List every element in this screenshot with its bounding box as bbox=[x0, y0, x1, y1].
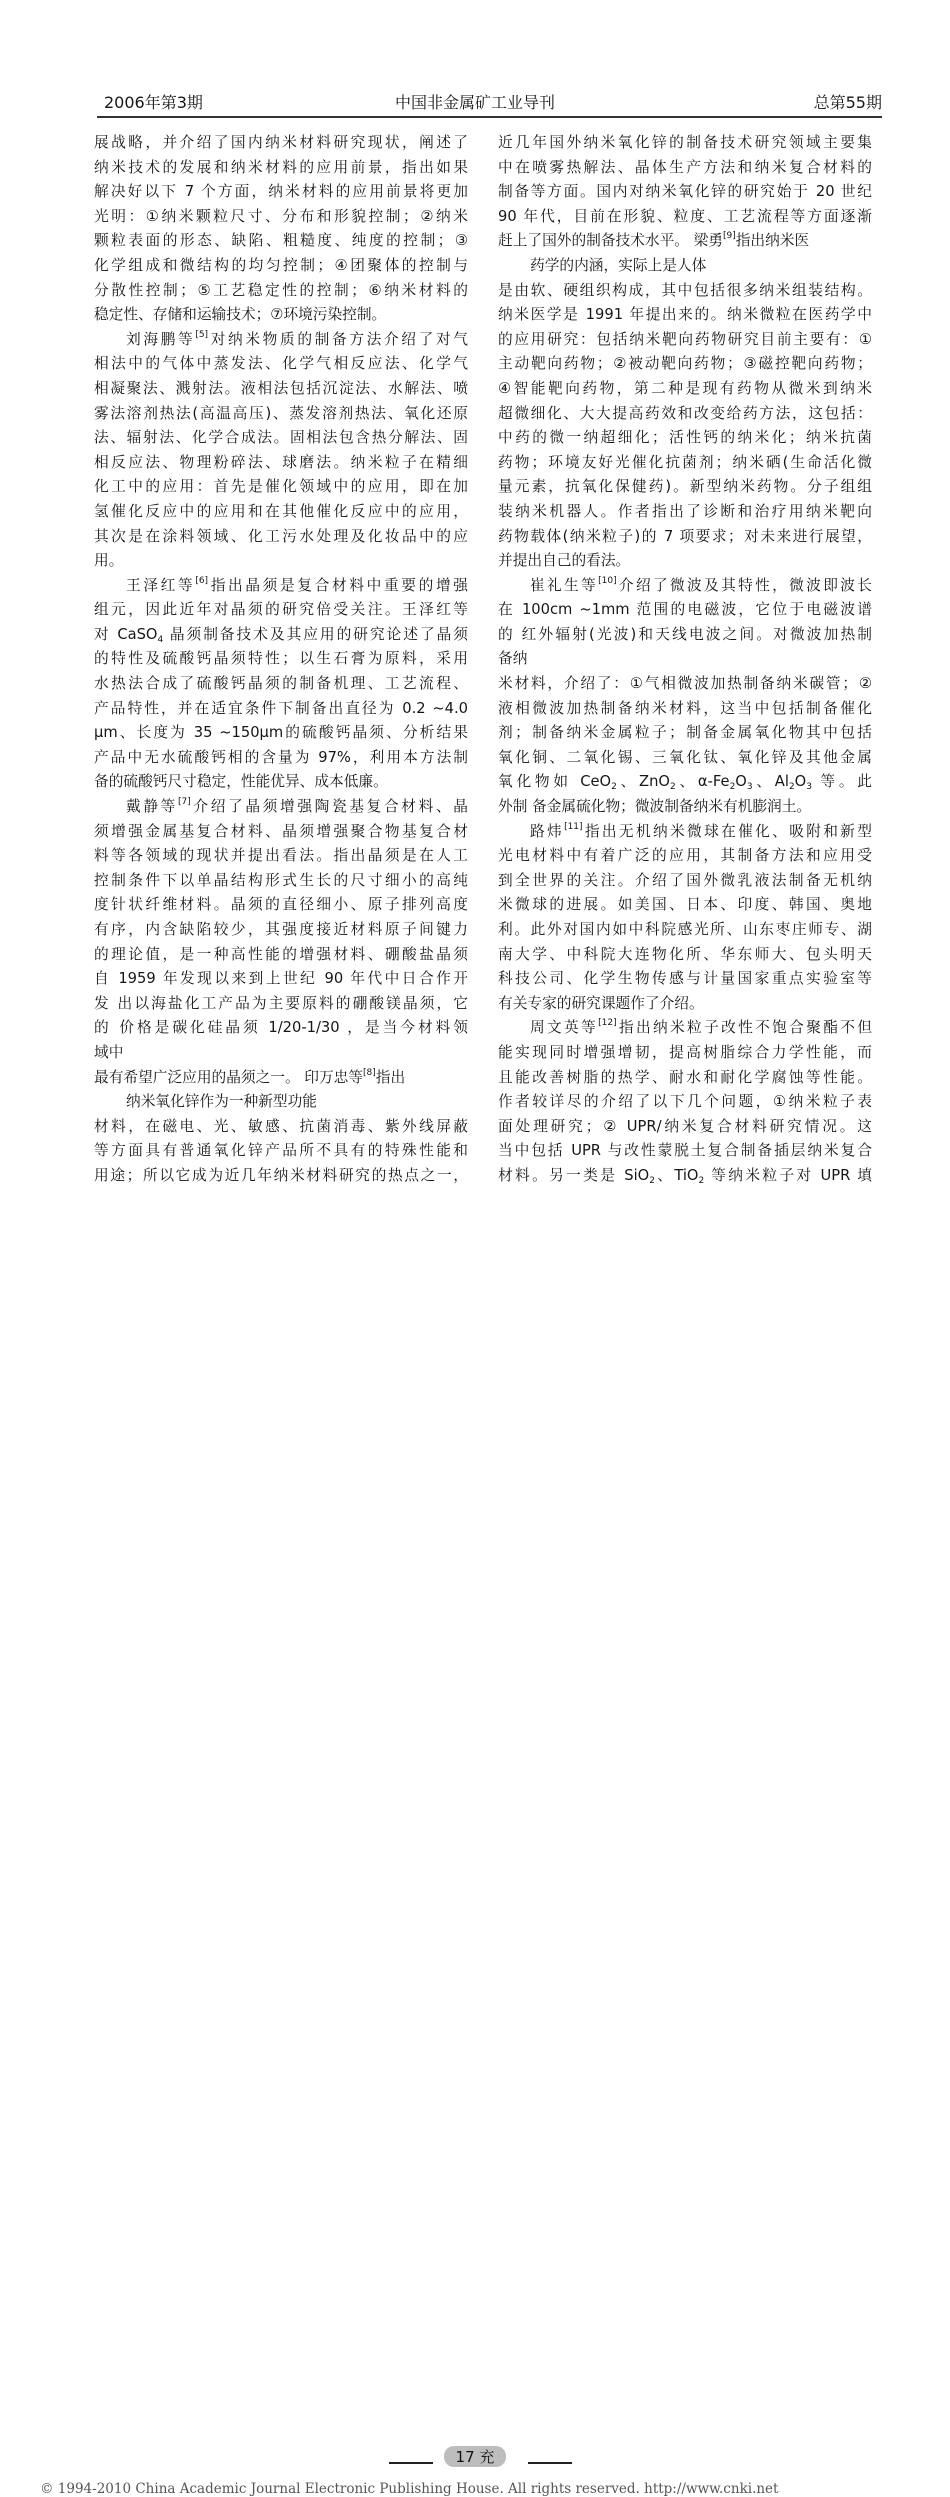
text-line: 发 出以海盐化工产品为主要原料的硼酸镁晶须，它 bbox=[94, 994, 468, 1012]
copyright-notice: © 1994-2010 China Academic Journal Electronic Publishing House. All rights reserved. http://www.cnki.net bbox=[40, 2481, 779, 2497]
left-column bbox=[94, 131, 468, 1189]
text-line: 度针状纤维材料。晶须的直径细小、原子排列高度 bbox=[94, 896, 468, 914]
text-line: 的特性及硫酸钙晶须特性；以生石膏为原料，采用 bbox=[94, 650, 468, 668]
running-header bbox=[0, 0, 950, 132]
page-suffix: 充 bbox=[479, 2448, 495, 2466]
text-line: 备的硫酸钙尺寸稳定，性能优异、成本低廉。 bbox=[94, 773, 388, 791]
text-line: 利。此外对国内如中科院感光所、山东枣庄师专、湖 bbox=[498, 921, 872, 938]
text-line: 有序，内含缺陷较少，其强度接近材料原子间键力 bbox=[94, 921, 468, 938]
text-line: 的 价格是碳化硅晶须 1/20-1/30 ，是当今材料领 bbox=[94, 1019, 468, 1037]
text-line: 中在喷雾热解法、晶体生产方法和纳米复合材料的 bbox=[498, 158, 872, 176]
issue-label: 2006年第3期 bbox=[104, 93, 203, 112]
text-line: 药学的内涵，实际上是人体 bbox=[530, 256, 707, 274]
text-line: 面处理研究；② UPR/纳米复合材料研究情况。这 bbox=[498, 1117, 872, 1135]
text-line: 的 红外辐射(光波)和天线电波之间。对微波加热制 bbox=[498, 625, 872, 643]
text-line: 90 年代，目前在形貌、粒度、工艺流程等方面逐渐 bbox=[498, 207, 872, 225]
volume-label: 总第55期 bbox=[813, 93, 882, 112]
text-line: 当中包括 UPR 与改性蒙脱土复合制备插层纳米复合 bbox=[498, 1142, 872, 1160]
text-line: 到全世界的关注。介绍了国外微乳液法制备无机纳 bbox=[498, 871, 872, 889]
text-line: ④智能靶向药物，第二种是现有药物从微米到纳米 bbox=[498, 379, 872, 397]
text-line: 化学组成和微结构的均匀控制；④团聚体的控制与 bbox=[94, 256, 468, 274]
text-line: 的应用研究：包括纳米靶向药物研究目前主要有：① bbox=[498, 330, 872, 348]
text-line: 路炜[11]指出无机纳米微球在催化、吸附和新型 bbox=[530, 821, 872, 840]
text-line: 作者较详尽的介绍了以下几个问题，①纳米粒子表 bbox=[498, 1093, 872, 1111]
text-line: 化工中的应用：首先是催化领域中的应用，即在加 bbox=[94, 478, 468, 496]
text-line: 材料。另一类是 SiO$_2$、TiO$_2$ 等纳米粒子对 UPR 填 bbox=[498, 1166, 872, 1186]
text-line: 颗粒表面的形态、缺陷、粗糙度、纯度的控制；③ bbox=[94, 232, 468, 250]
right-column bbox=[498, 131, 872, 1189]
text-line: 其次是在涂料领域、化工污水处理及化妆品中的应 bbox=[94, 527, 468, 545]
text-line: 域中 bbox=[94, 1043, 124, 1061]
text-line: 等方面具有普通氧化锌产品所不具有的特殊性能和 bbox=[94, 1142, 468, 1160]
text-line: 雾法溶剂热法(高温高压)、蒸发溶剂热法、氧化还原 bbox=[94, 404, 468, 422]
text-line: 料等各领域的现状并提出看法。指出晶须是在人工 bbox=[94, 847, 468, 865]
text-line: 米微球的进展。如美国、日本、印度、韩国、奥地 bbox=[498, 896, 872, 914]
text-line: 药物载体(纳米粒子)的 7 项要求；对未来进行展望， bbox=[498, 527, 872, 545]
text-line: 组元，因此近年对晶须的研究倍受关注。王泽红等 bbox=[94, 601, 468, 619]
text-line: 光电材料中有着广泛的应用，其制备方法和应用受 bbox=[498, 847, 872, 865]
text-line: 氢催化反应中的应用和在其他催化反应中的应用， bbox=[94, 502, 468, 520]
text-line: 的理论值，是一种高性能的增强材料、硼酸盐晶须 bbox=[94, 945, 468, 963]
text-line: 主动靶向药物；②被动靶向药物；③磁控靶向药物； bbox=[498, 355, 872, 373]
text-line: 产品中无水硫酸钙相的含量为 97%，利用本方法制 bbox=[94, 748, 468, 766]
text-line: 用途；所以它成为近几年纳米材料研究的热点之一， bbox=[94, 1166, 468, 1184]
text-line: 法、辐射法、化学合成法。固相法包含热分解法、固 bbox=[94, 429, 468, 447]
text-line: 展战略，并介绍了国内纳米材料研究现状，阐述了 bbox=[94, 134, 468, 151]
text-line: 须增强金属基复合材料、晶须增强聚合物基复合材 bbox=[94, 822, 468, 840]
text-line: 备纳 bbox=[498, 650, 528, 668]
text-line: 且能改善树脂的热学、耐水和耐化学腐蚀等性能。 bbox=[498, 1068, 872, 1086]
text-line: 材料，在磁电、光、敏感、抗菌消毒、紫外线屏蔽 bbox=[94, 1117, 468, 1135]
text-line: 剂；制备纳米金属粒子；制备金属氧化物其中包括 bbox=[498, 724, 872, 742]
text-line: 相法中的气体中蒸发法、化学气相反应法、化学气 bbox=[94, 355, 468, 373]
header-rule bbox=[97, 116, 882, 118]
text-line: 水热法合成了硫酸钙晶须的制备机理、工艺流程、 bbox=[94, 675, 468, 693]
text-line: 纳米医学是 1991 年提出来的。纳米微粒在医药学中 bbox=[498, 306, 872, 324]
text-line: 分散性控制；⑤工艺稳定性的控制；⑥纳米材料的 bbox=[94, 281, 468, 299]
text-line: μm、长度为 35 ~150μm的硫酸钙晶须、分析结果 bbox=[94, 724, 468, 742]
text-line: 量元素，抗氧化保健药)。新型纳米药物。分子组组 bbox=[498, 478, 872, 496]
text-line: 近几年国外纳米氧化锌的制备技术研究领域主要集 bbox=[498, 134, 872, 151]
text-line: 最有希望广泛应用的晶须之一。 印万忠等[8]指出 bbox=[94, 1067, 406, 1086]
text-line: 周文英等[12]指出纳米粒子改性不饱合聚酯不但 bbox=[530, 1018, 872, 1037]
text-line: 控制条件下以单晶结构形式生长的尺寸细小的高纯 bbox=[94, 871, 468, 889]
text-line: 在 100cm ~1mm 范围的电磁波，它位于电磁波谱 bbox=[498, 601, 872, 619]
text-line: 王泽红等[6]指出晶须是复合材料中重要的增强 bbox=[126, 575, 468, 594]
text-line: 赶上了国外的制备技术水平。 梁勇[9]指出纳米医 bbox=[498, 231, 810, 250]
text-line: 氧化物如 CeO$_2$、ZnO$_2$、$\alpha-Fe_2O_3$、$Al_2O_3$ 等。此 bbox=[498, 773, 872, 793]
text-line: 崔礼生等[10]介绍了微波及其特性，微波即波长 bbox=[530, 575, 872, 594]
text-line: 自 1959 年发现以来到上世纪 90 年代中日合作开 bbox=[94, 970, 468, 988]
text-line: 产品特性，并在适宜条件下制备出直径为 0.2 ~4.0 bbox=[94, 699, 468, 717]
text-line: 中药的微一纳超细化；活性钙的纳米化；纳米抗菌 bbox=[498, 429, 872, 447]
text-line: 南大学、中科院大连物化所、华东师大、包头明天 bbox=[498, 945, 872, 963]
text-line: 稳定性、存储和运输技术；⑦环境污染控制。 bbox=[94, 306, 387, 324]
text-line: 用。 bbox=[94, 552, 124, 570]
text-line: 戴静等[7]介绍了晶须增强陶瓷基复合材料、晶 bbox=[126, 797, 468, 816]
text-line: 能实现同时增强增韧，提高树脂综合力学性能，而 bbox=[498, 1043, 872, 1061]
page-number-badge bbox=[444, 2446, 507, 2467]
text-line: 超微细化、大大提高药效和改变给药方法，这包括： bbox=[498, 404, 872, 422]
page-number: 17 bbox=[455, 2448, 475, 2466]
text-line: 是由软、硬组织构成，其中包括很多纳米组装结构。 bbox=[498, 281, 872, 299]
text-line: 有关专家的研究课题作了介绍。 bbox=[498, 994, 704, 1012]
text-line: 光明：①纳米颗粒尺寸、分布和形貌控制；②纳米 bbox=[94, 207, 468, 225]
text-line: 药物；环境友好光催化抗菌剂；纳米硒(生命活化微 bbox=[498, 453, 872, 471]
text-line: 相反应法、物理粉碎法、球磨法。纳米粒子在精细 bbox=[94, 453, 468, 471]
text-line: 刘海鹏等[5]对纳米物质的制备方法介绍了对气 bbox=[126, 329, 468, 348]
page-footer bbox=[0, 1218, 950, 2497]
text-line: 制备等方面。国内对纳米氧化锌的研究始于 20 世纪 bbox=[498, 183, 872, 201]
text-line: 装纳米机器人。作者指出了诊断和治疗用纳米靶向 bbox=[498, 502, 872, 520]
text-line: 纳米氧化锌作为一种新型功能 bbox=[126, 1093, 317, 1111]
text-line: 解决好以下 7 个方面，纳米材料的应用前景将更加 bbox=[94, 183, 468, 201]
text-line: 并提出自己的看法。 bbox=[498, 552, 631, 570]
journal-title: 中国非金属矿工业导刊 bbox=[394, 93, 555, 112]
text-line: 纳米技术的发展和纳米材料的应用前景，指出如果 bbox=[94, 158, 468, 176]
page-number-area bbox=[0, 2446, 950, 2467]
text-line: 外制 备金属硫化物；微波制备纳米有机膨润土。 bbox=[498, 798, 812, 816]
text-line: 科技公司、化学生物传感与计量国家重点实验室等 bbox=[498, 970, 872, 988]
text-line: 氧化铜、二氧化锡、三氧化钛、氧化锌及其他金属 bbox=[498, 748, 872, 766]
text-line: 相凝聚法、溅射法。液相法包括沉淀法、水解法、喷 bbox=[94, 379, 468, 397]
text-line: 对 CaSO$_4$ 晶须制备技术及其应用的研究论述了晶须 bbox=[94, 625, 468, 645]
text-line: 米材料，介绍了：①气相微波加热制备纳米碳管；② bbox=[498, 675, 872, 693]
text-line: 液相微波加热制备纳米材料，这当中包括制备催化 bbox=[498, 699, 872, 717]
